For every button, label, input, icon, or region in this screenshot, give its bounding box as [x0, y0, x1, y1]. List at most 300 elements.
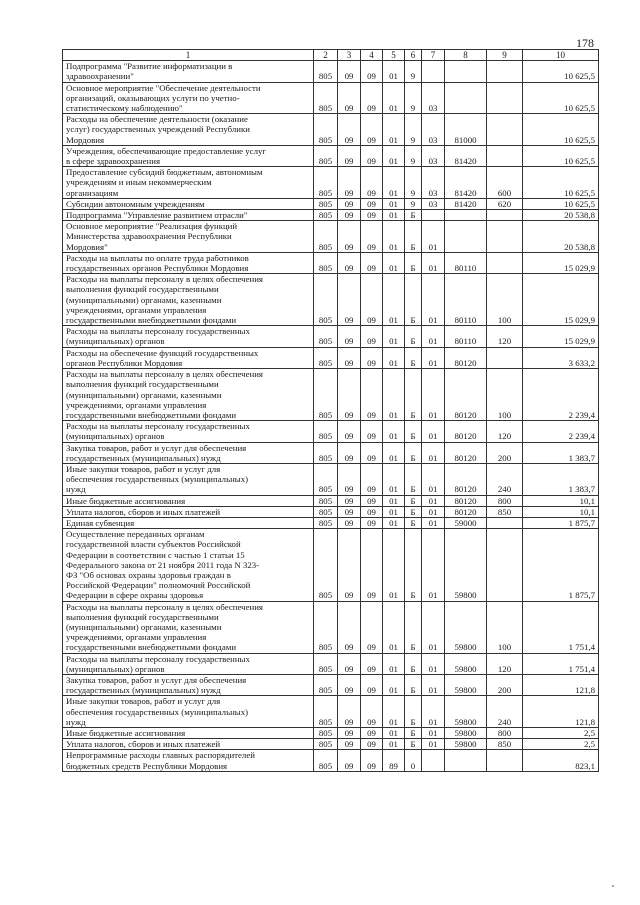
amount: 1 383,7	[523, 442, 599, 463]
code-podrazdel: 09	[361, 529, 383, 601]
code-vedomstvo: 805	[314, 506, 338, 517]
code-expense-type: 120	[487, 653, 523, 674]
row-description	[63, 601, 314, 653]
description-line: Федерации в сфере охраны здоровья	[66, 590, 204, 601]
code-subprogram: Б	[405, 347, 422, 368]
amount: 1 751,4	[523, 601, 599, 653]
code-direction	[445, 750, 487, 771]
description-line: обеспечения государственных (муниципальных)	[66, 706, 249, 717]
code-event: 01	[422, 529, 445, 601]
code-subprogram: Б	[405, 653, 422, 674]
code-subprogram: Б	[405, 210, 422, 221]
amount: 15 029,9	[523, 252, 599, 273]
code-podrazdel: 09	[361, 517, 383, 528]
description-line: Федерации в соответствии с частью 1 статьи 15	[66, 549, 245, 560]
table-row	[63, 326, 599, 347]
code-subprogram: Б	[405, 529, 422, 601]
row-description	[63, 61, 314, 82]
code-program: 01	[383, 347, 405, 368]
code-podrazdel: 09	[361, 463, 383, 495]
amount: 10 625,5	[523, 198, 599, 209]
table-row	[63, 421, 599, 442]
amount: 10 625,5	[523, 167, 599, 199]
code-razdel: 09	[338, 495, 361, 506]
amount: 20 538,8	[523, 210, 599, 221]
code-vedomstvo: 805	[314, 114, 338, 146]
description-line: учреждениями, органами управления	[66, 632, 207, 643]
code-podrazdel: 09	[361, 674, 383, 695]
amount: 1 875,7	[523, 529, 599, 601]
code-program: 01	[383, 326, 405, 347]
code-subprogram: Б	[405, 221, 422, 253]
code-razdel: 09	[338, 198, 361, 209]
code-vedomstvo: 805	[314, 653, 338, 674]
code-expense-type: 200	[487, 674, 523, 695]
amount: 121,8	[523, 674, 599, 695]
code-razdel: 09	[338, 61, 361, 82]
description-line: Непрограммные расходы главных распорядителей	[66, 750, 255, 761]
description-line: Основное мероприятие "Реализация функций	[66, 221, 238, 232]
code-expense-type: 120	[487, 326, 523, 347]
code-expense-type: 100	[487, 369, 523, 421]
table-row	[63, 442, 599, 463]
column-header: 3	[338, 50, 361, 61]
code-vedomstvo: 805	[314, 696, 338, 728]
description-line: Мордовия	[66, 134, 105, 145]
description-line: Осуществление переданных органам	[66, 529, 205, 540]
code-razdel: 09	[338, 442, 361, 463]
code-event: 01	[422, 347, 445, 368]
code-vedomstvo: 805	[314, 421, 338, 442]
description-line: (муниципальными) органами, казенными	[66, 294, 222, 305]
code-direction	[445, 221, 487, 253]
table-row	[63, 495, 599, 506]
table-row	[63, 369, 599, 421]
code-event: 01	[422, 369, 445, 421]
description-line: обеспечения государственных (муниципальных)	[66, 474, 249, 485]
scan-speck	[612, 885, 614, 887]
description-line: Иные бюджетные ассигнования	[66, 495, 186, 506]
code-razdel: 09	[338, 369, 361, 421]
code-vedomstvo: 805	[314, 145, 338, 166]
row-description	[63, 82, 314, 114]
code-program: 01	[383, 653, 405, 674]
code-subprogram: 9	[405, 61, 422, 82]
code-program: 01	[383, 369, 405, 421]
code-direction: 59800	[445, 674, 487, 695]
description-line: Уплата налогов, сборов и иных платежей	[66, 739, 221, 750]
code-subprogram: 9	[405, 167, 422, 199]
code-direction: 81000	[445, 114, 487, 146]
code-subprogram: Б	[405, 601, 422, 653]
description-line: Основное мероприятие "Обеспечение деятельности	[66, 82, 261, 93]
code-direction	[445, 82, 487, 114]
code-direction: 59800	[445, 739, 487, 750]
code-podrazdel: 09	[361, 442, 383, 463]
description-line: Подпрограмма "Развитие информатизации в	[66, 61, 233, 72]
row-description	[63, 529, 314, 601]
description-line: Учреждения, обеспечивающие предоставление услуг	[66, 145, 266, 156]
code-subprogram: 0	[405, 750, 422, 771]
description-line: Предоставление субсидий бюджетным, автономным	[66, 167, 263, 178]
description-line: государственных органов Республики Мордовия	[66, 263, 249, 274]
code-direction	[445, 61, 487, 82]
row-description	[63, 696, 314, 728]
code-expense-type	[487, 221, 523, 253]
amount: 1 751,4	[523, 653, 599, 674]
code-direction	[445, 210, 487, 221]
code-expense-type: 240	[487, 696, 523, 728]
description-line: организациям	[66, 187, 119, 198]
description-line: Единая субвенция	[66, 517, 135, 528]
description-line: Подпрограмма "Управление развитием отрасли"	[66, 210, 248, 221]
table-row	[63, 674, 599, 695]
code-razdel: 09	[338, 252, 361, 273]
description-line: Российской Федерации" полномочий Российской	[66, 580, 251, 591]
description-line: Закупка товаров, работ и услуг для обеспечения	[66, 674, 247, 685]
description-line: (муниципальными) органами, казенными	[66, 621, 222, 632]
code-subprogram: Б	[405, 274, 422, 326]
code-razdel: 09	[338, 221, 361, 253]
row-description	[63, 506, 314, 517]
table-header-row	[63, 50, 599, 61]
description-line: нужд	[66, 716, 86, 727]
description-line: услуг) государственных учреждений Республики	[66, 124, 250, 135]
code-subprogram: 9	[405, 82, 422, 114]
code-program: 01	[383, 61, 405, 82]
row-description	[63, 369, 314, 421]
code-expense-type: 600	[487, 167, 523, 199]
code-program: 01	[383, 495, 405, 506]
code-vedomstvo: 805	[314, 167, 338, 199]
code-expense-type	[487, 252, 523, 273]
row-description	[63, 463, 314, 495]
code-program: 01	[383, 601, 405, 653]
table-row	[63, 517, 599, 528]
code-vedomstvo: 805	[314, 326, 338, 347]
description-line: нужд	[66, 484, 86, 495]
table-row	[63, 210, 599, 221]
code-direction: 81420	[445, 145, 487, 166]
amount: 10 625,5	[523, 114, 599, 146]
amount: 121,8	[523, 696, 599, 728]
code-event: 01	[422, 326, 445, 347]
page-number: 178	[576, 36, 594, 50]
code-vedomstvo: 805	[314, 601, 338, 653]
code-event: 03	[422, 114, 445, 146]
code-expense-type: 240	[487, 463, 523, 495]
code-subprogram: Б	[405, 326, 422, 347]
column-header: 8	[445, 50, 487, 61]
row-description	[63, 728, 314, 739]
code-program: 01	[383, 252, 405, 273]
code-razdel: 09	[338, 167, 361, 199]
code-direction: 81420	[445, 198, 487, 209]
description-line: Закупка товаров, работ и услуг для обеспечения	[66, 442, 247, 453]
code-program: 01	[383, 506, 405, 517]
code-expense-type: 100	[487, 274, 523, 326]
description-line: органов Республики Мордовия	[66, 357, 183, 368]
code-expense-type	[487, 517, 523, 528]
description-line: Уплата налогов, сборов и иных платежей	[66, 506, 221, 517]
code-program: 01	[383, 739, 405, 750]
code-podrazdel: 09	[361, 167, 383, 199]
code-direction: 80110	[445, 252, 487, 273]
description-line: учреждениями, органами управления	[66, 304, 207, 315]
code-vedomstvo: 805	[314, 674, 338, 695]
code-podrazdel: 09	[361, 728, 383, 739]
code-vedomstvo: 805	[314, 750, 338, 771]
description-line: (муниципальных) органов	[66, 431, 165, 442]
code-direction: 80110	[445, 326, 487, 347]
budget-table	[62, 49, 599, 772]
row-description	[63, 274, 314, 326]
table-row	[63, 750, 599, 771]
description-line: Иные закупки товаров, работ и услуг для	[66, 696, 221, 707]
table-row	[63, 145, 599, 166]
row-description	[63, 114, 314, 146]
code-razdel: 09	[338, 274, 361, 326]
code-direction: 59000	[445, 517, 487, 528]
code-podrazdel: 09	[361, 750, 383, 771]
code-event	[422, 61, 445, 82]
code-event	[422, 210, 445, 221]
code-event: 03	[422, 198, 445, 209]
code-program: 01	[383, 674, 405, 695]
code-vedomstvo: 805	[314, 252, 338, 273]
code-razdel: 09	[338, 82, 361, 114]
code-direction: 59800	[445, 728, 487, 739]
description-line: здравоохранении"	[66, 71, 134, 82]
code-expense-type: 850	[487, 506, 523, 517]
table-row	[63, 167, 599, 199]
code-expense-type	[487, 61, 523, 82]
amount: 1 383,7	[523, 463, 599, 495]
code-event: 01	[422, 653, 445, 674]
row-description	[63, 750, 314, 771]
table-row	[63, 463, 599, 495]
code-subprogram: Б	[405, 495, 422, 506]
table-row	[63, 506, 599, 517]
amount: 15 029,9	[523, 274, 599, 326]
code-podrazdel: 09	[361, 61, 383, 82]
code-subprogram: 9	[405, 198, 422, 209]
description-line: выполнения функций государственными	[66, 379, 219, 390]
code-direction: 80110	[445, 274, 487, 326]
row-description	[63, 442, 314, 463]
description-line: Иные бюджетные ассигнования	[66, 728, 186, 738]
description-line: (муниципальных) органов	[66, 663, 165, 674]
table-row	[63, 82, 599, 114]
code-expense-type: 620	[487, 198, 523, 209]
code-razdel: 09	[338, 674, 361, 695]
code-expense-type: 800	[487, 495, 523, 506]
code-expense-type	[487, 210, 523, 221]
code-razdel: 09	[338, 145, 361, 166]
row-description	[63, 221, 314, 253]
code-event: 01	[422, 442, 445, 463]
amount: 2,5	[523, 739, 599, 750]
amount: 20 538,8	[523, 221, 599, 253]
code-expense-type: 850	[487, 739, 523, 750]
row-description	[63, 495, 314, 506]
description-line: Расходы на выплаты персоналу государственных	[66, 421, 250, 432]
description-line: учреждениями, органами управления	[66, 399, 207, 410]
code-podrazdel: 09	[361, 506, 383, 517]
column-header: 9	[487, 50, 523, 61]
table-row	[63, 61, 599, 82]
code-event: 01	[422, 739, 445, 750]
code-expense-type	[487, 145, 523, 166]
code-podrazdel: 09	[361, 221, 383, 253]
description-line: Мордовия"	[66, 241, 108, 252]
code-subprogram: Б	[405, 506, 422, 517]
code-subprogram: Б	[405, 674, 422, 695]
code-program: 01	[383, 463, 405, 495]
amount: 3 633,2	[523, 347, 599, 368]
description-line: Расходы на выплаты по оплате труда работников	[66, 252, 249, 263]
code-event: 03	[422, 145, 445, 166]
code-vedomstvo: 805	[314, 210, 338, 221]
table-row	[63, 252, 599, 273]
code-subprogram: Б	[405, 442, 422, 463]
code-program: 01	[383, 421, 405, 442]
code-program: 01	[383, 696, 405, 728]
description-line: государственных (муниципальных) нужд	[66, 452, 221, 463]
column-header: 1	[63, 50, 314, 61]
description-line: Иные закупки товаров, работ и услуг для	[66, 463, 221, 474]
code-expense-type	[487, 529, 523, 601]
amount: 10 625,5	[523, 145, 599, 166]
code-event: 01	[422, 274, 445, 326]
code-vedomstvo: 805	[314, 274, 338, 326]
code-event: 01	[422, 506, 445, 517]
code-subprogram: Б	[405, 463, 422, 495]
description-line: государственной власти субъектов Российской	[66, 539, 241, 550]
code-razdel: 09	[338, 696, 361, 728]
description-line: организаций, оказывающих услуги по учетно-	[66, 92, 240, 103]
description-line: (муниципальных) органов	[66, 336, 165, 347]
table-row	[63, 221, 599, 253]
code-vedomstvo: 805	[314, 739, 338, 750]
code-razdel: 09	[338, 728, 361, 739]
amount: 15 029,9	[523, 326, 599, 347]
code-podrazdel: 09	[361, 495, 383, 506]
code-podrazdel: 09	[361, 252, 383, 273]
amount: 2 239,4	[523, 421, 599, 442]
code-expense-type	[487, 750, 523, 771]
code-podrazdel: 09	[361, 421, 383, 442]
code-expense-type	[487, 114, 523, 146]
code-program: 01	[383, 517, 405, 528]
row-description	[63, 674, 314, 695]
code-event: 01	[422, 674, 445, 695]
amount: 2,5	[523, 728, 599, 739]
code-program: 01	[383, 221, 405, 253]
code-expense-type: 100	[487, 601, 523, 653]
code-event: 01	[422, 601, 445, 653]
code-razdel: 09	[338, 421, 361, 442]
code-direction: 59800	[445, 601, 487, 653]
row-description	[63, 653, 314, 674]
description-line: государственными внебюджетными фондами	[66, 409, 237, 420]
code-expense-type: 200	[487, 442, 523, 463]
code-vedomstvo: 805	[314, 463, 338, 495]
code-subprogram: Б	[405, 728, 422, 739]
code-direction: 80120	[445, 347, 487, 368]
code-subprogram: Б	[405, 421, 422, 442]
code-direction: 80120	[445, 421, 487, 442]
code-expense-type	[487, 82, 523, 114]
code-program: 89	[383, 750, 405, 771]
code-podrazdel: 09	[361, 739, 383, 750]
code-program: 01	[383, 167, 405, 199]
description-line: Субсидии автономным учреждениям	[66, 198, 205, 209]
description-line: выполнения функций государственными	[66, 284, 219, 295]
code-direction: 59800	[445, 653, 487, 674]
row-description	[63, 739, 314, 750]
code-program: 01	[383, 529, 405, 601]
description-line: Расходы на выплаты персоналу в целях обеспечения	[66, 369, 263, 380]
row-description	[63, 145, 314, 166]
column-header: 2	[314, 50, 338, 61]
code-vedomstvo: 805	[314, 347, 338, 368]
code-event: 03	[422, 167, 445, 199]
code-vedomstvo: 805	[314, 442, 338, 463]
code-program: 01	[383, 145, 405, 166]
code-razdel: 09	[338, 529, 361, 601]
description-line: Федерального закона от 21 ноября 2011 года N 323-	[66, 559, 260, 570]
code-direction: 80120	[445, 442, 487, 463]
description-line: государственных (муниципальных) нужд	[66, 685, 221, 696]
column-header: 5	[383, 50, 405, 61]
column-header: 6	[405, 50, 422, 61]
code-direction: 81420	[445, 167, 487, 199]
description-line: государственными внебюджетными фондами	[66, 642, 237, 653]
code-razdel: 09	[338, 506, 361, 517]
table-row	[63, 601, 599, 653]
code-expense-type: 800	[487, 728, 523, 739]
code-program: 01	[383, 442, 405, 463]
description-line: Расходы на выплаты персоналу государственных	[66, 326, 250, 337]
code-event	[422, 750, 445, 771]
code-podrazdel: 09	[361, 114, 383, 146]
code-subprogram: 9	[405, 114, 422, 146]
code-subprogram: Б	[405, 739, 422, 750]
code-razdel: 09	[338, 114, 361, 146]
code-razdel: 09	[338, 210, 361, 221]
amount: 10,1	[523, 495, 599, 506]
table-row	[63, 114, 599, 146]
code-subprogram: Б	[405, 517, 422, 528]
code-podrazdel: 09	[361, 210, 383, 221]
code-subprogram: Б	[405, 696, 422, 728]
table-row	[63, 198, 599, 209]
code-direction: 59800	[445, 696, 487, 728]
code-razdel: 09	[338, 463, 361, 495]
amount: 1 875,7	[523, 517, 599, 528]
code-expense-type	[487, 347, 523, 368]
amount: 10 625,5	[523, 82, 599, 114]
code-podrazdel: 09	[361, 347, 383, 368]
code-razdel: 09	[338, 653, 361, 674]
code-subprogram: Б	[405, 369, 422, 421]
code-podrazdel: 09	[361, 326, 383, 347]
code-razdel: 09	[338, 601, 361, 653]
table-row	[63, 274, 599, 326]
code-podrazdel: 09	[361, 82, 383, 114]
code-podrazdel: 09	[361, 653, 383, 674]
